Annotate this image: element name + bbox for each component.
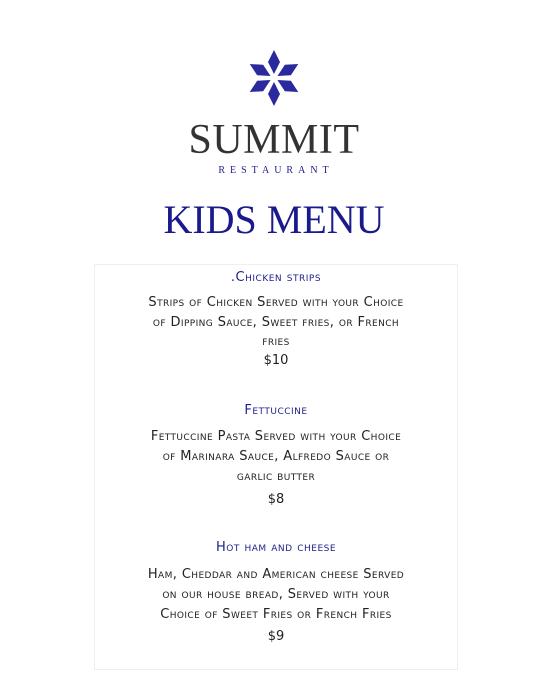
- description-line: Choice of Sweet Fries or French Fries: [160, 607, 392, 622]
- brand-subtitle: RESTAURANT: [218, 165, 334, 176]
- menu-title: KIDS MENU: [163, 197, 385, 242]
- description-line: fries: [262, 334, 290, 349]
- description-line: of Marinara Sauce, Alfredo Sauce or: [162, 449, 390, 464]
- brand-name: SUMMIT: [188, 117, 360, 163]
- description-line: Strips of Chicken Served with your Choice: [148, 295, 404, 310]
- description-line: garlic butter: [236, 469, 316, 484]
- description-line: Fettuccine Pasta Served with your Choice: [150, 429, 402, 444]
- menu-item-name: Fettuccine: [244, 403, 308, 418]
- description-line: Ham, Cheddar and American cheese Served: [147, 567, 405, 582]
- description-line: of Dipping Sauce, Sweet fries, or French: [152, 315, 400, 330]
- menu-item-name: .Chicken strips: [230, 270, 322, 285]
- menu-item-description: [95, 293, 457, 350]
- menu-item-price: $8: [267, 492, 285, 507]
- menu-item-description: [95, 565, 457, 625]
- menu-item-price: $9: [267, 629, 285, 644]
- menu-item-price: $10: [263, 353, 289, 368]
- menu-items-box: [94, 264, 458, 670]
- description-line: on our house bread, Served with your: [162, 587, 390, 602]
- star-flower-icon: [242, 48, 306, 106]
- menu-item-name: Hot ham and cheese: [215, 540, 337, 555]
- menu-item-description: [95, 427, 457, 487]
